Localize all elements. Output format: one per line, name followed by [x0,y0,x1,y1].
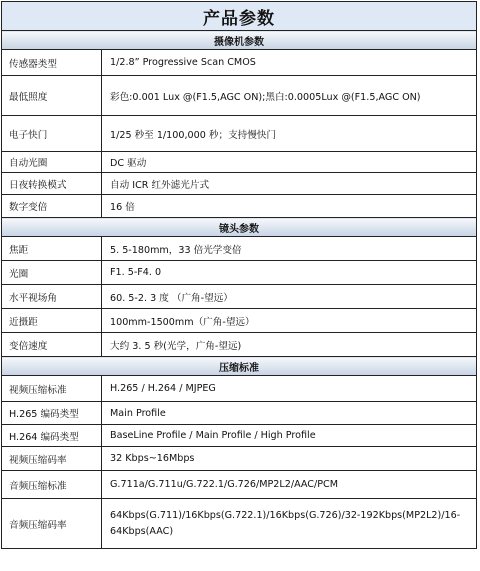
spec-label: 自动光圈 [2,152,102,173]
spec-label: 最低照度 [2,76,102,116]
spec-label: 焦距 [2,237,102,261]
spec-row [2,333,477,357]
spec-label: 数字变倍 [2,195,102,218]
spec-label: 水平视场角 [2,285,102,309]
spec-row [2,447,477,471]
title-row [2,2,477,31]
spec-value: 16 倍 [102,195,477,218]
spec-value: F1. 5-F4. 0 [102,261,477,285]
spec-row [2,76,477,116]
spec-row [2,195,477,218]
spec-label: 光圈 [2,261,102,285]
spec-row [2,285,477,309]
page-title: 产品参数 [2,2,477,31]
spec-value: G.711a/G.711u/G.722.1/G.726/MP2L2/AAC/PCM [102,471,477,499]
spec-value: 1/25 秒至 1/100,000 秒；支持慢快门 [102,116,477,152]
spec-value: 大约 3. 5 秒(光学，广角-望远) [102,333,477,357]
spec-value: BaseLine Profile / Main Profile / High Profile [102,425,477,447]
section-header-camera: 摄像机参数 [2,31,477,50]
section-header-compression: 压缩标准 [2,357,477,376]
spec-row [2,152,477,173]
spec-value: 自动 ICR 红外滤光片式 [102,173,477,195]
spec-row [2,471,477,499]
spec-table [1,1,477,549]
spec-row [2,425,477,447]
spec-row [2,402,477,425]
spec-value: 64Kbps(G.711)/16Kbps(G.722.1)/16Kbps(G.726)/32-192Kbps(MP2L2)/16-64Kbps(AAC) [102,499,477,549]
spec-label: 视频压缩码率 [2,447,102,471]
spec-label: 音频压缩标准 [2,471,102,499]
section-header-row [2,218,477,237]
spec-label: H.264 编码类型 [2,425,102,447]
spec-row [2,499,477,549]
spec-label: 日夜转换模式 [2,173,102,195]
spec-value: 5. 5-180mm，33 倍光学变倍 [102,237,477,261]
section-header-row [2,357,477,376]
spec-sheet [1,1,477,549]
spec-value: Main Profile [102,402,477,425]
spec-value: 彩色:0.001 Lux @(F1.5,AGC ON);黑白:0.0005Lux @(F1.5,AGC ON) [102,76,477,116]
spec-label: 音频压缩码率 [2,499,102,549]
spec-value: 32 Kbps~16Mbps [102,447,477,471]
spec-label: 电子快门 [2,116,102,152]
spec-row [2,173,477,195]
spec-value: 1/2.8” Progressive Scan CMOS [102,50,477,76]
spec-row [2,376,477,402]
spec-label: 近摄距 [2,309,102,333]
spec-row [2,237,477,261]
spec-value: 100mm-1500mm（广角-望远） [102,309,477,333]
spec-row [2,50,477,76]
spec-row [2,309,477,333]
section-header-lens: 镜头参数 [2,218,477,237]
spec-label: 变倍速度 [2,333,102,357]
spec-value: 60. 5-2. 3 度 （广角-望远） [102,285,477,309]
spec-label: 传感器类型 [2,50,102,76]
spec-label: 视频压缩标准 [2,376,102,402]
spec-row [2,116,477,152]
spec-value: DC 驱动 [102,152,477,173]
spec-value: H.265 / H.264 / MJPEG [102,376,477,402]
spec-row [2,261,477,285]
section-header-row [2,31,477,50]
spec-label: H.265 编码类型 [2,402,102,425]
